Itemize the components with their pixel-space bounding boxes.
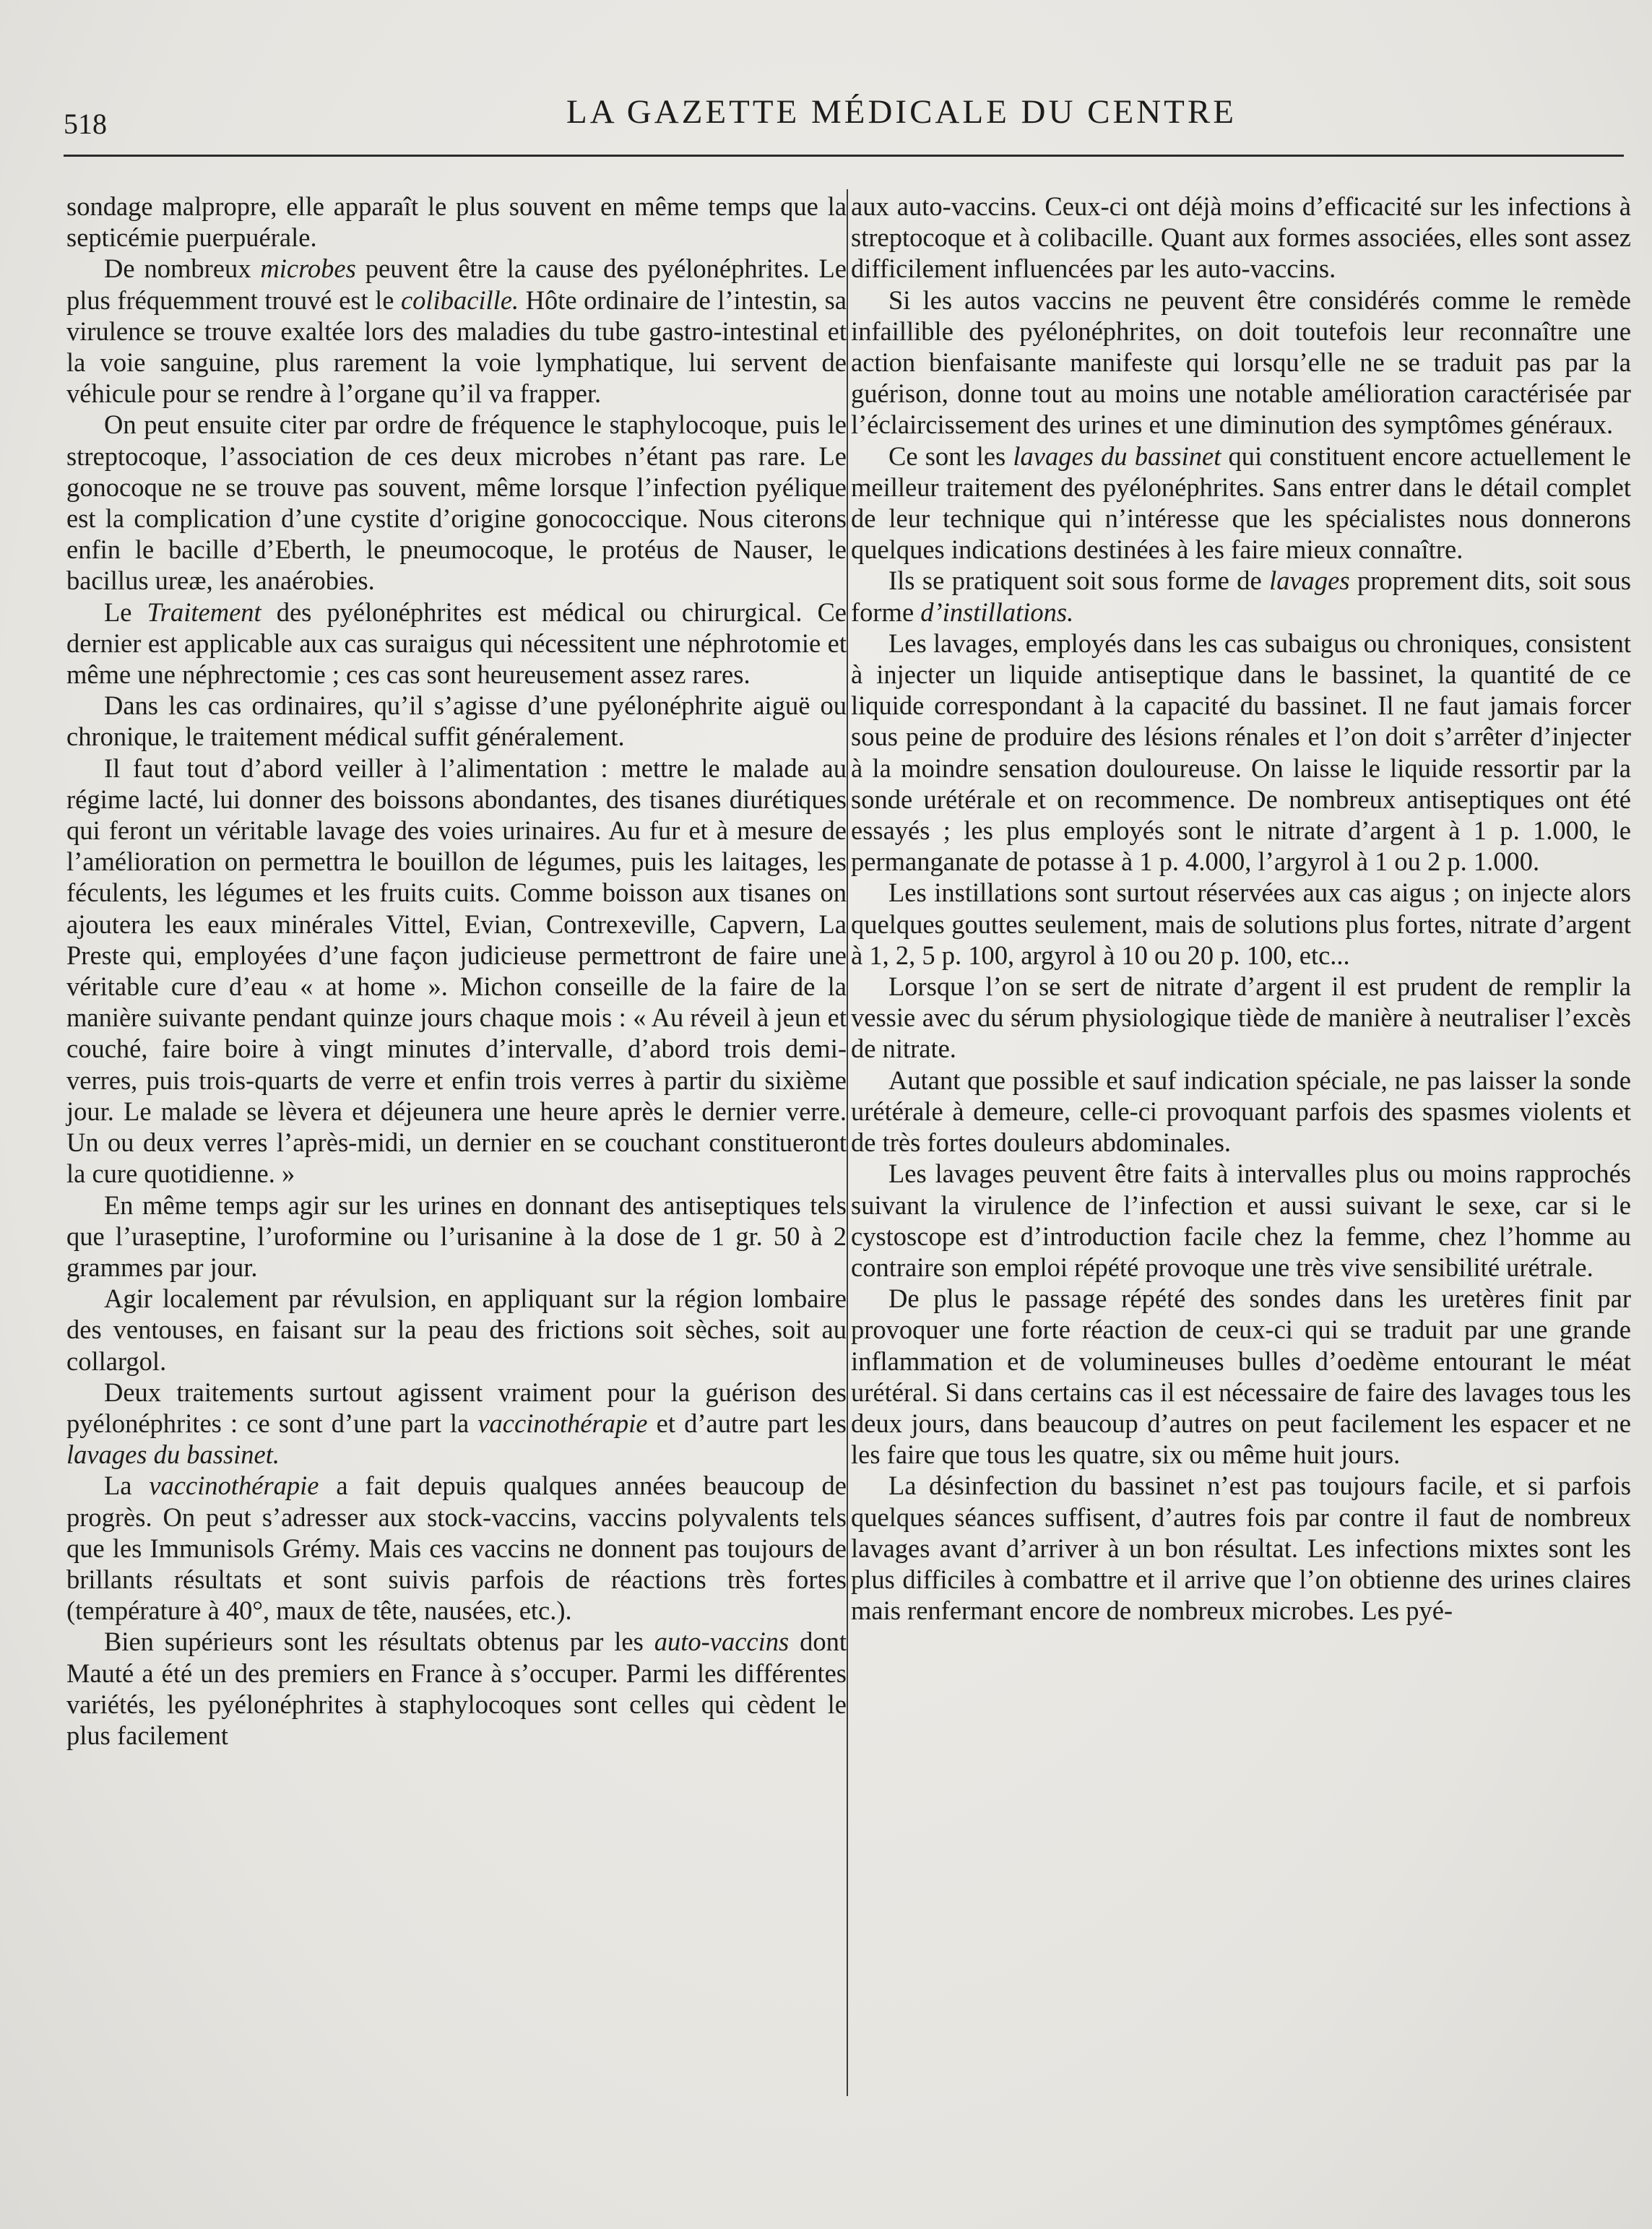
paragraph — [851, 1470, 1631, 1626]
text-run: Bien supérieurs sont les résultats obtenus par les — [104, 1627, 654, 1657]
column-divider — [847, 189, 848, 2096]
text-run: Dans les cas ordinaires, qu’il s’agisse d’une pyélonéphrite aiguë ou chronique, le traitement médical suffit généralement. — [66, 691, 847, 752]
text-run: On peut ensuite citer par ordre de fréquence le staphylocoque, puis le streptocoque, l’association de ces deux microbes n’étant pas rare. Le gonocoque ne se trouve pas souvent, même lorsque l’infection pyélique est la complication d’une cystite d’origine gonococcique. Nous citerons enfin le bacille d’Eberth, le pneumocoque, le protéus de Nauser, le bacillus ureæ, les anaérobies. — [66, 410, 847, 596]
text-run: Lorsque l’on se sert de nitrate d’argent il est prudent de remplir la vessie avec du sérum physiologique tiède de manière à neutraliser l’excès de nitrate. — [851, 971, 1631, 1064]
text-run: Autant que possible et sauf indication spéciale, ne pas laisser la sonde urétérale à demeure, celle-ci provoquant parfois des spasmes violents et de très fortes douleurs abdominales. — [851, 1065, 1631, 1158]
text-run: et d’autre part les — [647, 1408, 847, 1438]
paragraph — [66, 253, 847, 409]
italic-term: Traitement — [147, 597, 261, 627]
text-run: dont Mauté a été un des premiers en France à s’occuper. Parmi les différentes variétés, les pyélonéphrites à staphylocoques sont celles qui cèdent le plus facilement — [66, 1627, 847, 1750]
text-run: Les lavages, employés dans les cas subaigus ou chroniques, consistent à injecter un liquide antiseptique dans le bassinet, la quantité de ce liquide correspondant à la capacité du bassinet. Il ne faut jamais forcer sous peine de produire des lésions rénales et l’on doit s’arrêter d’injecter à la moindre sensation douloureuse. On laisse le liquide ressortir par la sonde urétérale et on recommence. De nombreux antiseptiques ont été essayés ; les plus employés sont le nitrate d’argent à 1 p. 1.000, le permanganate de potasse à 1 p. 4.000, l’argyrol à 1 ou 2 p. 1.000. — [851, 628, 1631, 877]
text-run: La désinfection du bassinet n’est pas toujours facile, et si parfois quelques séances suffisent, d’autres fois par contre il faut de nombreux lavages avant d’arriver à un bon résultat. Les infections mixtes sont les plus difficiles à combattre et il arrive que l’on obtienne des urines claires mais renfermant encore de nombreux microbes. Les pyé- — [851, 1471, 1631, 1626]
paragraph — [851, 971, 1631, 1065]
italic-term: lavages du bassinet. — [66, 1440, 280, 1470]
paragraph — [66, 1377, 847, 1471]
text-run: De nombreux — [104, 254, 261, 284]
paragraph — [66, 409, 847, 596]
paragraph — [851, 441, 1631, 566]
text-run: Il faut tout d’abord veiller à l’alimentation : mettre le malade au régime lacté, lui donner des boissons abondantes, des tisanes diurétiques qui feront un véritable lavage des voies urinaires. Au fur et à mesure de l’amélioration on permettra le bouillon de légumes, puis les laitages, les féculents, les légumes et les fruits cuits. Comme boisson aux tisanes on ajoutera les eaux minérales Vittel, Evian, Contrexeville, Capvern, La Preste qui, employées d’une façon judicieuse permettront de faire une véritable cure d’eau « at home ». Michon conseille de la faire de la manière suivante pendant quinze jours chaque mois : « Au réveil à jeun et couché, faire boire à vingt minutes d’intervalle, d’abord trois demi-verres, puis trois-quarts de verre et enfin trois verres à partir du sixième jour. Le malade se lèvera et déjeunera une heure après le dernier verre. Un ou deux verres l’après-midi, un dernier en se couchant constitueront la cure quotidienne. » — [66, 753, 847, 1189]
italic-term: lavages du bassinet — [1013, 441, 1221, 471]
paragraph — [66, 1470, 847, 1626]
paragraph — [851, 1065, 1631, 1159]
text-run: sondage malpropre, elle apparaît le plus souvent en même temps que la septicémie puerpuérale. — [66, 191, 847, 253]
text-run: aux auto-vaccins. Ceux-ci ont déjà moins d’efficacité sur les infections à streptocoque et à colibacille. Quant aux formes associées, elles sont assez difficilement influencées par les auto-vaccins. — [851, 191, 1631, 284]
paragraph — [66, 690, 847, 752]
text-run: Le — [104, 597, 147, 627]
text-run: proprement dits, soit sous forme — [851, 566, 1631, 627]
text-run: De plus le passage répété des sondes dans les uretères finit par provoquer une forte réaction de ceux-ci qui se traduit par une grande inflammation et de volumineuses bulles d’oedème entourant le méat urétéral. Si dans certains cas il est nécessaire de faire des lavages tous les deux jours, dans beaucoup d’autres on peut facilement les espacer et ne les faire que tous les quatre, six ou même huit jours. — [851, 1284, 1631, 1470]
paragraph — [851, 1158, 1631, 1283]
text-run: Les instillations sont surtout réservées aux cas aigus ; on injecte alors quelques gouttes seulement, mais de solutions plus fortes, nitrate d’argent à 1, 2, 5 p. 100, argyrol à 10 ou 20 p. 100, etc... — [851, 878, 1631, 970]
italic-term: colibacille. — [400, 285, 519, 315]
italic-term: microbes — [260, 254, 356, 284]
paragraph — [66, 753, 847, 1190]
text-run: Ils se pratiquent soit sous forme de — [888, 566, 1270, 596]
text-run: des pyélonéphrites est médical ou chirurgical. Ce dernier est applicable aux cas suraigus qui nécessitent une néphrotomie et même une néphrectomie ; ces cas sont heureusement assez rares. — [66, 597, 847, 690]
text-run: Deux traitements surtout agissent vraiment pour la guérison des pyélonéphrites : ce sont d’une part la — [66, 1377, 847, 1438]
text-run: qui constituent encore actuellement le meilleur traitement des pyélonéphrites. Sans entrer dans le détail complet de leur technique qui n’intéresse que les spécialistes nous donnerons quelques indications destinées à les faire mieux connaître. — [851, 441, 1631, 565]
text-run: Si les autos vaccins ne peuvent être considérés comme le remède infaillible des pyélonéphrites, on doit toutefois leur reconnaître une action bienfaisante manifeste qui lorsqu’elle ne se traduit pas par la guérison, donne tout au moins une notable amélioration caractérisée par l’éclaircissement des urines et une diminution des symptômes généraux. — [851, 285, 1631, 440]
text-run: Agir localement par révulsion, en appliquant sur la région lombaire des ventouses, en faisant sur la peau des frictions soit sèches, soit au collargol. — [66, 1284, 847, 1376]
header-rule — [64, 155, 1624, 157]
paragraph — [851, 191, 1631, 285]
italic-term: vaccinothérapie — [149, 1471, 319, 1501]
italic-term: vaccinothérapie — [477, 1408, 648, 1438]
running-head — [64, 87, 1595, 144]
paragraph — [851, 628, 1631, 878]
paragraph — [851, 285, 1631, 441]
text-run: Les lavages peuvent être faits à intervalles plus ou moins rapprochés suivant la virulence de l’infection et aussi suivant le sexe, car si le cystoscope est d’introduction facile chez la femme, chez l’homme au contraire son emploi répété provoque une très vive sensibilité urétrale. — [851, 1159, 1631, 1282]
italic-term: d’instillations. — [920, 597, 1074, 627]
page-number: 518 — [64, 108, 107, 140]
paragraph — [851, 877, 1631, 971]
text-run: En même temps agir sur les urines en donnant des antiseptiques tels que l’uraseptine, l’uroformine ou l’urisanine à la dose de 1 gr. 50 à 2 grammes par jour. — [66, 1190, 847, 1282]
text-run: Ce sont les — [888, 441, 1013, 471]
text-run: peuvent être la cause des pyélonéphrites. Le plus fréquemment trouvé est le — [66, 254, 847, 315]
text-run: La — [104, 1471, 150, 1501]
paragraph — [851, 1283, 1631, 1470]
journal-title: LA GAZETTE MÉDICALE DU CENTRE — [566, 93, 1237, 131]
paragraph — [66, 1626, 847, 1751]
italic-term: lavages — [1269, 566, 1350, 596]
right-column — [851, 191, 1631, 1626]
paragraph — [851, 565, 1631, 627]
left-column — [66, 191, 847, 1751]
paragraph — [66, 1190, 847, 1284]
paragraph — [66, 597, 847, 691]
paragraph — [66, 1283, 847, 1377]
text-run: Hôte ordinaire de l’intestin, sa virulence se trouve exaltée lors des maladies du tube gastro-intestinal et la voie sanguine, plus rarement la voie lymphatique, lui servent de véhicule pour se rendre à l’organe qu’il va frapper. — [66, 285, 847, 409]
text-run: a fait depuis qualques années beaucoup de progrès. On peut s’adresser aux stock-vaccins, vaccins polyvalents tels que les Immunisols Grémy. Mais ces vaccins ne donnent pas toujours de brillants résultats et sont suivis parfois de réactions très fortes (température à 40°, maux de tête, nausées, etc.). — [66, 1471, 847, 1626]
italic-term: auto-vaccins — [654, 1627, 790, 1657]
paragraph — [66, 191, 847, 253]
